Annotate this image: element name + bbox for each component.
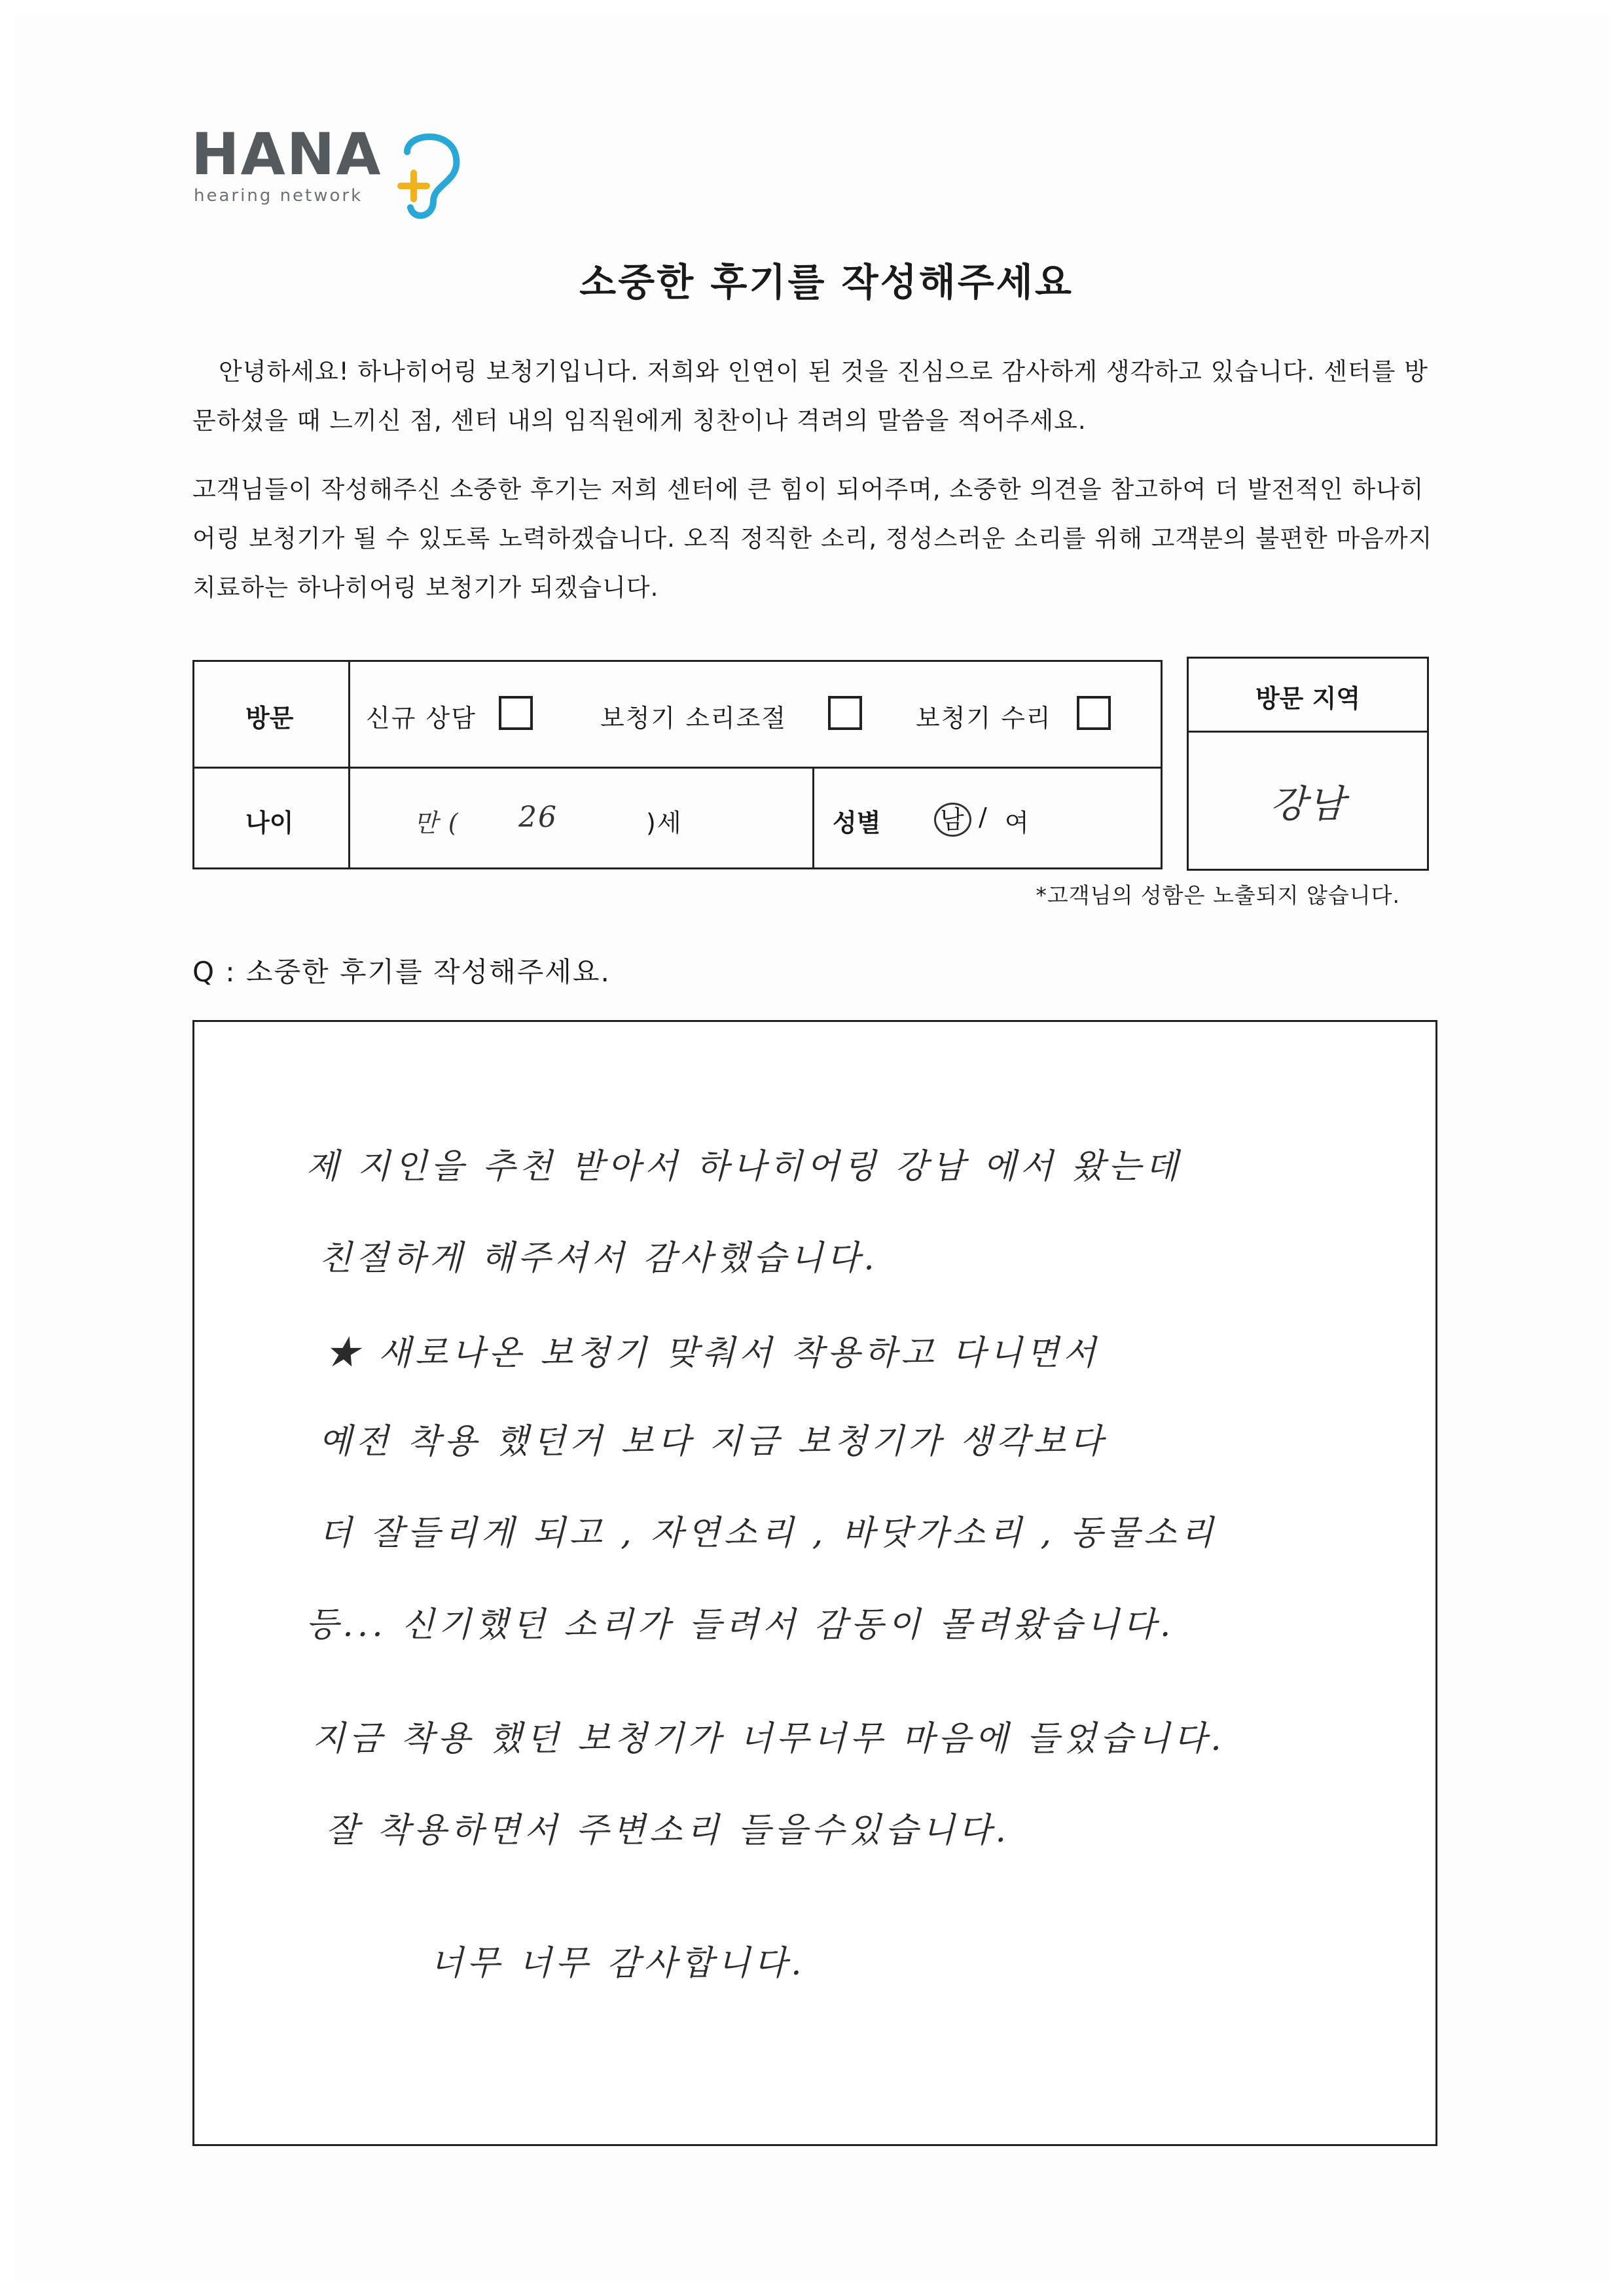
region-label: 방문 지역 (1255, 684, 1361, 713)
gender-separator: / (979, 803, 988, 831)
age-value[interactable]: 26 (518, 801, 558, 834)
age-label: 나이 (245, 809, 294, 837)
review-text-area[interactable] (192, 1020, 1437, 2146)
option-sound-adjust-label: 보청기 소리조절 (600, 704, 787, 733)
age-prefix: 만 ( (414, 809, 460, 837)
review-line: 잘 착용하면서 주변소리 들을수있습니다. (325, 1811, 1011, 1850)
review-line: 더 잘들리게 되고 , 자연소리 , 바닷가소리 , 동물소리 (319, 1514, 1218, 1553)
gender-male-option[interactable]: 남 (934, 803, 971, 837)
visit-region-box (1187, 657, 1429, 871)
visitor-info-table (192, 660, 1163, 869)
review-line: 등... 신기했던 소리가 들려서 감동이 몰려왔습니다. (306, 1605, 1175, 1645)
review-line: 너무 너무 감사합니다. (430, 1944, 806, 1983)
visit-label: 방문 (245, 704, 294, 733)
review-form-page (14, 14, 1610, 2282)
table-divider (1189, 731, 1427, 733)
option-new-consultation-label: 신규 상담 (366, 704, 477, 733)
logo-tagline: hearing network (194, 186, 363, 206)
review-question: Q : 소중한 후기를 작성해주세요. (192, 956, 611, 988)
review-line: ★ 새로나온 보청기 맞춰서 착용하고 다니면서 (325, 1334, 1100, 1373)
page-title: 소중한 후기를 작성해주세요 (579, 260, 1074, 304)
option-repair-label: 보청기 수리 (916, 704, 1052, 733)
option-sound-adjust-checkbox[interactable] (828, 696, 862, 730)
age-suffix: )세 (646, 809, 683, 837)
review-line: 제 지인을 추천 받아서 하나히어링 강남 에서 왔는데 (306, 1147, 1182, 1186)
option-repair-checkbox[interactable] (1077, 696, 1111, 730)
review-line: 지금 착용 했던 보청기가 너무너무 마음에 들었습니다. (312, 1719, 1225, 1758)
review-line: 친절하게 해주셔서 감사했습니다. (319, 1239, 878, 1278)
table-divider (812, 767, 814, 867)
intro-paragraph-2: 고객님들이 작성해주신 소중한 후기는 저희 센터에 큰 힘이 되어주며, 소중한 의견을 참고하여 더 발전적인 하나히어링 보청기가 될 수 있도록 노력하겠습니다. 오직 정직한 소리, 정성스러운 소리를 위해 고객분의 불편한 마음까지 치료하는 하나히어링 보청기가 되겠습니다. (192, 475, 1433, 602)
privacy-note: *고객님의 성함은 노출되지 않습니다. (1036, 883, 1400, 908)
logo-wordmark: HANA (191, 120, 382, 188)
intro-paragraph-1: 안녕하세요! 하나히어링 보청기입니다. 저희와 인연이 된 것을 진심으로 감사하게 생각하고 있습니다. 센터를 방문하셨을 때 느끼신 점, 센터 내의 임직원에게 칭찬이나 격려의 말씀을 적어주세요. (192, 357, 1428, 435)
region-value[interactable]: 강남 (1269, 782, 1346, 826)
gender-label: 성별 (833, 809, 881, 837)
ear-plus-icon (388, 126, 466, 224)
hana-logo (191, 120, 466, 224)
review-line: 예전 착용 했던거 보다 지금 보청기가 생각보다 (319, 1422, 1107, 1461)
option-new-consultation-checkbox[interactable] (499, 696, 533, 730)
gender-female-option[interactable]: 여 (1005, 809, 1030, 837)
table-divider (348, 662, 350, 867)
table-divider (194, 767, 1161, 769)
